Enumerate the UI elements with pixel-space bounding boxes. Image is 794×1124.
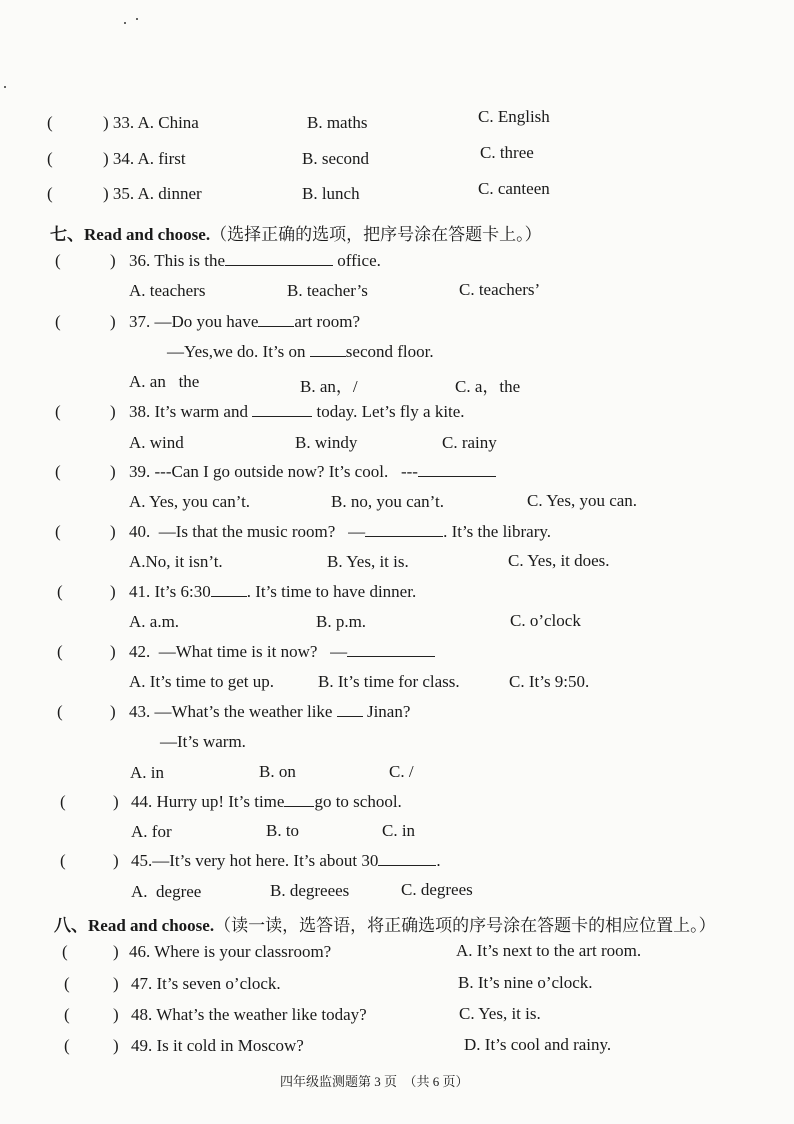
answer-paren-open[interactable]: (: [62, 942, 68, 961]
answer-paren-close: ): [110, 522, 116, 541]
question-text: ) 34. A. first: [103, 149, 186, 168]
option-b: B. p.m.: [316, 612, 367, 631]
question-text-line2: —It’s warm.: [160, 732, 246, 751]
option-c: C. Yes, you can.: [527, 491, 638, 510]
question-text: 44. Hurry up! It’s time go to school.: [131, 792, 402, 811]
option-c: C. Yes, it does.: [508, 551, 610, 570]
answer-paren[interactable]: (: [47, 184, 53, 203]
section-7-title: 七、Read and choose.（选择正确的选项，把序号涂在答题卡上。）: [50, 225, 542, 244]
option-b: B. no, you can’t.: [331, 492, 445, 511]
answer-paren-open[interactable]: (: [60, 851, 66, 870]
option-a: A. for: [131, 822, 172, 841]
answer-paren-close: ): [113, 942, 119, 961]
option-a: A.No, it isn’t.: [129, 552, 223, 571]
option-a: A. an the: [129, 372, 200, 391]
question-text: 39. ---Can I go outside now? It’s cool. ---: [129, 462, 496, 482]
question-text: 37. —Do you have art room?: [129, 312, 360, 331]
answer-paren[interactable]: (: [47, 149, 53, 168]
answer-paren-close: ): [113, 1005, 119, 1024]
answer-option: A. It’s next to the art room.: [456, 941, 642, 960]
answer-paren-close: ): [113, 851, 119, 870]
section-8-title: 八、Read and choose.（读一读，选答语，将正确选项的序号涂在答题卡的相应位置上。）: [54, 916, 716, 935]
question-text: 49. Is it cold in Moscow?: [131, 1036, 304, 1055]
option-b: B. on: [259, 762, 296, 781]
option-c: C. degrees: [401, 880, 473, 899]
scan-speck: [124, 22, 126, 24]
answer-paren-open[interactable]: (: [55, 462, 61, 481]
option-b: B. maths: [307, 113, 368, 132]
question-text: 36. This is the office.: [129, 251, 381, 270]
answer-option: D. It’s cool and rainy.: [464, 1035, 612, 1054]
option-a: A. Yes, you can’t.: [129, 492, 251, 511]
answer-paren-open[interactable]: (: [64, 1005, 70, 1024]
question-text: 45.—It’s very hot here. It’s about 30 .: [131, 851, 441, 870]
question-text: 47. It’s seven o’clock.: [131, 974, 281, 993]
option-b: B. lunch: [302, 184, 360, 203]
question-text: 42. —What time is it now? —: [129, 642, 435, 662]
option-c: C. /: [389, 762, 414, 781]
answer-paren-close: ): [113, 974, 119, 993]
answer-paren-open[interactable]: (: [57, 702, 63, 721]
question-text: 40. —Is that the music room? — . It’s the library.: [129, 522, 552, 541]
answer-paren-close: ): [110, 702, 116, 721]
option-b: B. windy: [295, 433, 358, 452]
option-a: A. degree: [131, 882, 202, 901]
answer-paren-open[interactable]: (: [55, 312, 61, 331]
answer-paren-close: ): [110, 251, 116, 270]
option-c: C. English: [478, 107, 550, 126]
answer-option: C. Yes, it is.: [459, 1004, 541, 1023]
question-text: 38. It’s warm and today. Let’s fly a kite.: [129, 402, 465, 421]
question-text: 46. Where is your classroom?: [129, 942, 332, 961]
option-c: C. o’clock: [510, 611, 581, 630]
answer-paren-close: ): [110, 312, 116, 331]
option-a: A. a.m.: [129, 612, 180, 631]
answer-paren-close: ): [113, 1036, 119, 1055]
option-b: B. degreees: [270, 881, 350, 900]
answer-paren-open[interactable]: (: [55, 522, 61, 541]
answer-paren-open[interactable]: (: [64, 974, 70, 993]
question-text: ) 33. A. China: [103, 113, 199, 132]
option-b: B. an，/: [300, 377, 358, 396]
option-c: C. in: [382, 821, 416, 840]
question-text: ) 35. A. dinner: [103, 184, 202, 203]
answer-paren[interactable]: (: [47, 113, 53, 132]
option-c: C. rainy: [442, 433, 497, 452]
option-a: A. teachers: [129, 281, 206, 300]
answer-paren-close: ): [110, 582, 116, 601]
option-c: C. It’s 9:50.: [509, 672, 590, 691]
answer-paren-close: ): [110, 462, 116, 481]
page-footer: 四年级监测题第 3 页 （共 6 页）: [280, 1074, 469, 1089]
option-b: B. Yes, it is.: [327, 552, 409, 571]
option-c: C. canteen: [478, 179, 550, 198]
option-a: A. It’s time to get up.: [129, 672, 274, 691]
option-a: A. in: [130, 763, 164, 782]
option-c: C. a，the: [455, 377, 521, 396]
answer-paren-close: ): [110, 402, 116, 421]
answer-paren-close: ): [110, 642, 116, 661]
answer-option: B. It’s nine o’clock.: [458, 973, 593, 992]
question-text-line2: —Yes,we do. It’s on second floor.: [167, 342, 434, 361]
scan-speck: [136, 18, 138, 20]
option-b: B. to: [266, 821, 300, 840]
option-c: C. teachers’: [459, 280, 541, 299]
answer-paren-open[interactable]: (: [57, 642, 63, 661]
question-text: 43. —What’s the weather like Jinan?: [129, 702, 411, 721]
answer-paren-open[interactable]: (: [64, 1036, 70, 1055]
answer-paren-open[interactable]: (: [57, 582, 63, 601]
option-b: B. It’s time for class.: [318, 672, 460, 691]
question-text: 48. What’s the weather like today?: [131, 1005, 367, 1024]
answer-paren-open[interactable]: (: [55, 251, 61, 270]
option-a: A. wind: [129, 433, 184, 452]
option-b: B. second: [302, 149, 370, 168]
answer-paren-close: ): [113, 792, 119, 811]
answer-paren-open[interactable]: (: [60, 792, 66, 811]
answer-paren-open[interactable]: (: [55, 402, 61, 421]
option-b: B. teacher’s: [287, 281, 368, 300]
scan-speck: [4, 86, 6, 88]
option-c: C. three: [480, 143, 534, 162]
question-text: 41. It’s 6:30 . It’s time to have dinner.: [129, 582, 417, 601]
